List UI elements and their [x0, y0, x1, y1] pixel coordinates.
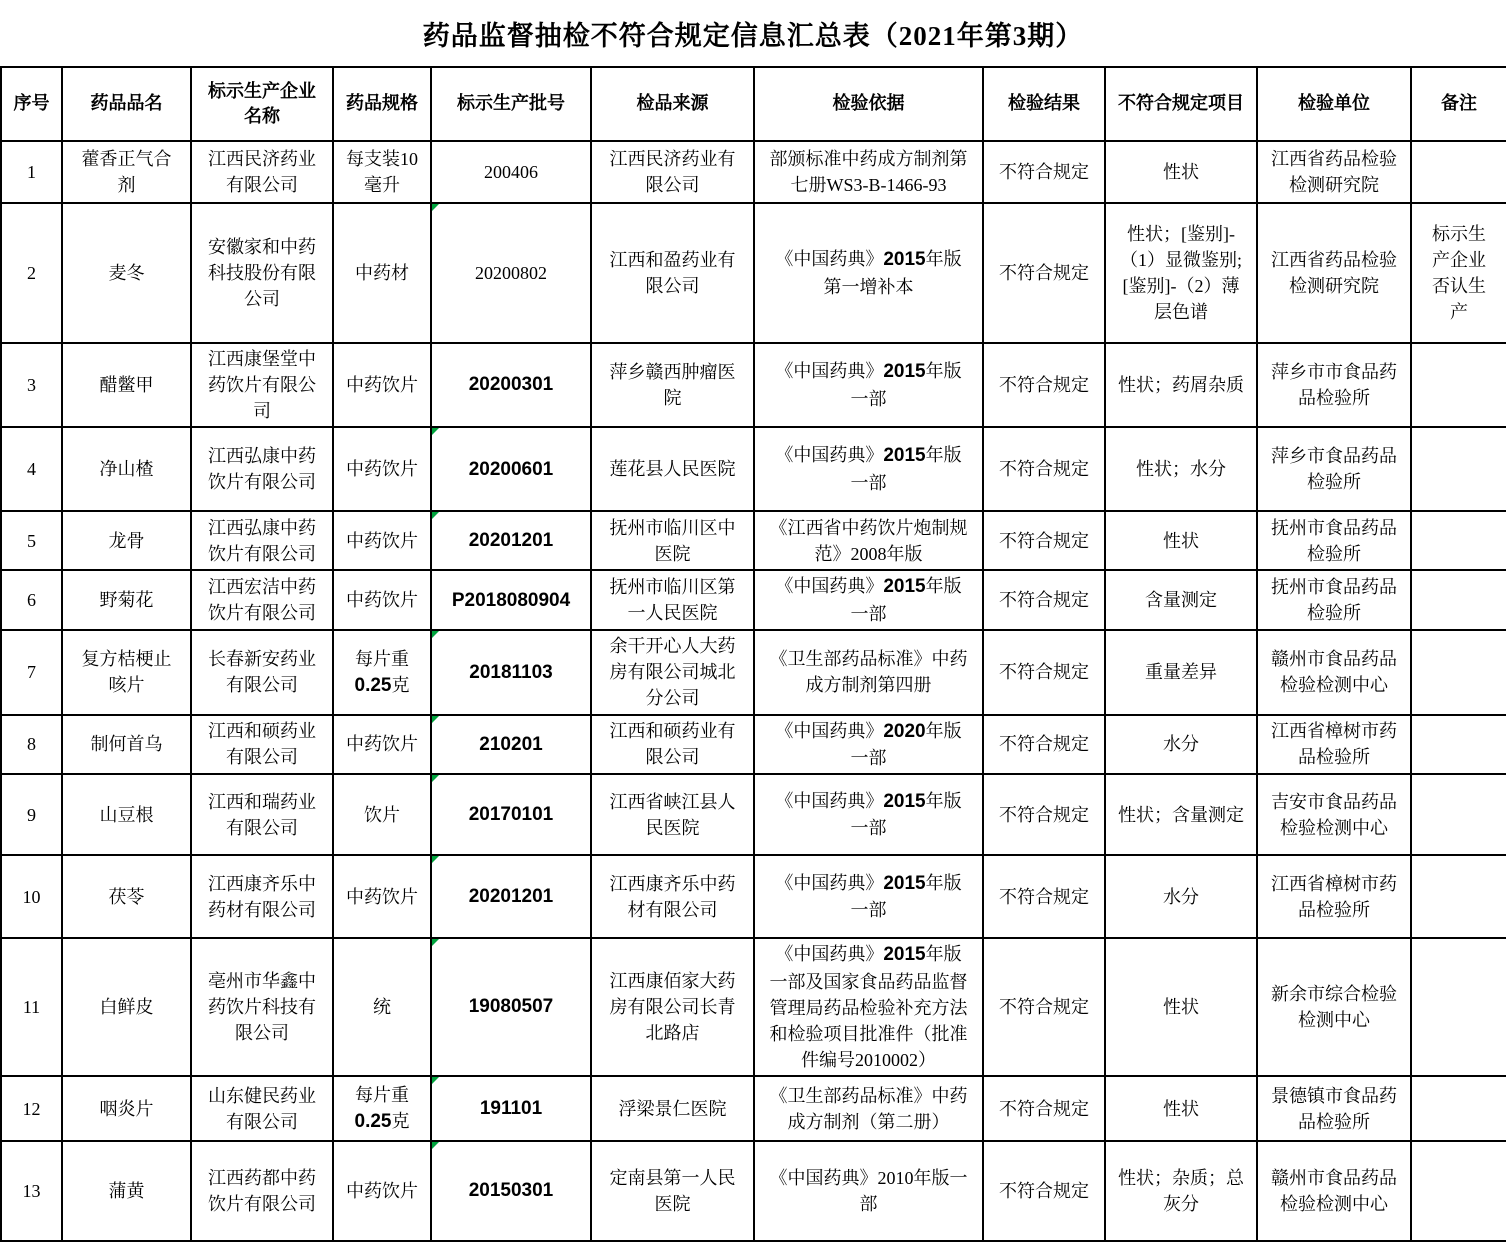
cell-spec: 中药饮片 — [333, 855, 431, 938]
cell-note — [1411, 511, 1506, 570]
cell-source: 江西和盈药业有限公司 — [591, 203, 754, 343]
numeric-text: 2015 — [883, 249, 926, 271]
numeric-text: 20170101 — [468, 803, 554, 825]
cell-result: 不符合规定 — [983, 774, 1105, 855]
cell-name: 净山楂 — [62, 427, 191, 511]
cell-source: 江西康佰家大药房有限公司长青北路店 — [591, 938, 754, 1076]
excel-green-flag — [432, 856, 439, 863]
cell-source: 浮梁景仁医院 — [591, 1076, 754, 1141]
cell-spec: 每片重0.25克 — [333, 1076, 431, 1141]
cell-basis: 《中国药典》2015年版一部 — [754, 855, 983, 938]
cell-basis: 《卫生部药品标准》中药成方制剂（第二册） — [754, 1076, 983, 1141]
cell-spec: 中药饮片 — [333, 715, 431, 775]
cell-name: 蒲黄 — [62, 1141, 191, 1241]
cell-no: 10 — [1, 855, 62, 938]
cell-no: 11 — [1, 938, 62, 1076]
excel-green-flag — [432, 716, 439, 723]
numeric-text: 2015 — [883, 576, 926, 598]
column-header-basis: 检验依据 — [754, 67, 983, 141]
numeric-text: P2018080904 — [451, 589, 571, 611]
cell-company: 安徽家和中药科技股份有限公司 — [191, 203, 333, 343]
cell-no: 6 — [1, 570, 62, 630]
cell-items: 性状 — [1105, 141, 1257, 203]
excel-green-flag — [432, 1142, 439, 1149]
numeric-text: 2015 — [883, 872, 926, 894]
cell-name: 制何首乌 — [62, 715, 191, 775]
cell-spec: 中药饮片 — [333, 570, 431, 630]
table-row — [1, 1141, 1506, 1241]
cell-basis: 《中国药典》2020年版一部 — [754, 715, 983, 775]
excel-green-flag — [432, 775, 439, 782]
excel-green-flag — [432, 939, 439, 946]
cell-batch — [431, 630, 591, 714]
table-row — [1, 141, 1506, 203]
cell-result: 不符合规定 — [983, 343, 1105, 427]
cell-unit: 新余市综合检验检测中心 — [1257, 938, 1411, 1076]
cell-unit: 江西省樟树市药品检验所 — [1257, 715, 1411, 775]
page-title: 药品监督抽检不符合规定信息汇总表（2021年第3期） — [422, 20, 1084, 51]
cell-spec: 中药饮片 — [333, 1141, 431, 1241]
cell-unit: 抚州市食品药品检验所 — [1257, 570, 1411, 630]
cell-spec: 每片重0.25克 — [333, 630, 431, 714]
cell-company: 江西药都中药饮片有限公司 — [191, 1141, 333, 1241]
column-header-note: 备注 — [1411, 67, 1506, 141]
cell-note — [1411, 630, 1506, 714]
numeric-text: 20181103 — [469, 661, 553, 683]
table-row — [1, 715, 1506, 775]
column-header-no: 序号 — [1, 67, 62, 141]
cell-batch — [431, 938, 591, 1076]
cell-batch — [431, 343, 591, 427]
cell-items: 性状；药屑杂质 — [1105, 343, 1257, 427]
excel-green-flag — [432, 631, 439, 638]
column-header-batch: 标示生产批号 — [431, 67, 591, 141]
cell-basis: 《中国药典》2010年版一部 — [754, 1141, 983, 1241]
cell-spec: 统 — [333, 938, 431, 1076]
cell-items: 水分 — [1105, 855, 1257, 938]
cell-unit: 萍乡市食品药品检验所 — [1257, 427, 1411, 511]
cell-basis: 《中国药典》2015年版一部 — [754, 570, 983, 630]
cell-no: 9 — [1, 774, 62, 855]
column-header-items: 不符合规定项目 — [1105, 67, 1257, 141]
cell-company: 江西民济药业有限公司 — [191, 141, 333, 203]
cell-batch — [431, 855, 591, 938]
numeric-text: 20150301 — [468, 1180, 554, 1202]
table-row — [1, 427, 1506, 511]
numeric-text: 191101 — [479, 1097, 543, 1119]
cell-no: 5 — [1, 511, 62, 570]
table-row — [1, 511, 1506, 570]
cell-company: 亳州市华鑫中药饮片科技有限公司 — [191, 938, 333, 1076]
cell-no: 2 — [1, 203, 62, 343]
cell-result: 不符合规定 — [983, 715, 1105, 775]
cell-note — [1411, 1076, 1506, 1141]
cell-items: 重量差异 — [1105, 630, 1257, 714]
cell-batch — [431, 570, 591, 630]
cell-basis: 《中国药典》2015年版第一增补本 — [754, 203, 983, 343]
cell-items: 性状 — [1105, 938, 1257, 1076]
column-header-source: 检品来源 — [591, 67, 754, 141]
numeric-text: 20200601 — [468, 458, 554, 480]
column-header-name: 药品品名 — [62, 67, 191, 141]
cell-batch — [431, 1076, 591, 1141]
table-row — [1, 630, 1506, 714]
cell-name: 麦冬 — [62, 203, 191, 343]
cell-result: 不符合规定 — [983, 1141, 1105, 1241]
table-row — [1, 855, 1506, 938]
cell-result: 不符合规定 — [983, 938, 1105, 1076]
cell-batch — [431, 427, 591, 511]
cell-company: 江西康齐乐中药材有限公司 — [191, 855, 333, 938]
cell-items: 水分 — [1105, 715, 1257, 775]
cell-basis: 《中国药典》2015年版一部 — [754, 343, 983, 427]
cell-name: 白鲜皮 — [62, 938, 191, 1076]
summary-table — [0, 66, 1506, 1242]
cell-unit: 江西省药品检验检测研究院 — [1257, 141, 1411, 203]
cell-unit: 吉安市食品药品检验检测中心 — [1257, 774, 1411, 855]
cell-no: 1 — [1, 141, 62, 203]
cell-unit: 赣州市食品药品检验检测中心 — [1257, 630, 1411, 714]
cell-items: 性状 — [1105, 511, 1257, 570]
table-row — [1, 343, 1506, 427]
cell-note — [1411, 427, 1506, 511]
cell-items: 性状；[鉴别]-（1）显微鉴别;[鉴别]-（2）薄层色谱 — [1105, 203, 1257, 343]
cell-source: 抚州市临川区第一人民医院 — [591, 570, 754, 630]
cell-basis: 《中国药典》2015年版一部及国家食品药品监督管理局药品检验补充方法和检验项目批准件（批准件编号2010002） — [754, 938, 983, 1076]
cell-no: 7 — [1, 630, 62, 714]
numeric-text: 20201201 — [468, 530, 554, 551]
cell-name: 龙骨 — [62, 511, 191, 570]
cell-note — [1411, 774, 1506, 855]
cell-company: 山东健民药业有限公司 — [191, 1076, 333, 1141]
cell-spec: 每支装10毫升 — [333, 141, 431, 203]
cell-spec: 中药饮片 — [333, 343, 431, 427]
cell-basis: 《江西省中药饮片炮制规范》2008年版 — [754, 511, 983, 570]
numeric-text: 2015 — [883, 790, 926, 812]
numeric-text: 20201201 — [468, 885, 554, 907]
cell-unit: 抚州市食品药品检验所 — [1257, 511, 1411, 570]
cell-unit: 景德镇市食品药品检验所 — [1257, 1076, 1411, 1141]
cell-name: 醋鳖甲 — [62, 343, 191, 427]
cell-result: 不符合规定 — [983, 427, 1105, 511]
cell-note — [1411, 855, 1506, 938]
cell-note — [1411, 938, 1506, 1076]
cell-batch: 20200802 — [431, 203, 591, 343]
numeric-text: 210201 — [479, 733, 543, 755]
cell-note: 标示生产企业否认生产 — [1411, 203, 1506, 343]
cell-unit: 江西省药品检验检测研究院 — [1257, 203, 1411, 343]
numeric-text: 19080507 — [468, 996, 554, 1018]
cell-result: 不符合规定 — [983, 141, 1105, 203]
cell-name: 咽炎片 — [62, 1076, 191, 1141]
cell-source: 江西和硕药业有限公司 — [591, 715, 754, 775]
cell-batch: 200406 — [431, 141, 591, 203]
excel-green-flag — [432, 1077, 439, 1084]
excel-green-flag — [432, 428, 439, 435]
table-row — [1, 203, 1506, 343]
cell-result: 不符合规定 — [983, 511, 1105, 570]
column-header-spec: 药品规格 — [333, 67, 431, 141]
cell-source: 江西省峡江县人民医院 — [591, 774, 754, 855]
cell-company: 江西康堡堂中药饮片有限公司 — [191, 343, 333, 427]
cell-batch — [431, 774, 591, 855]
cell-note — [1411, 1141, 1506, 1241]
cell-result: 不符合规定 — [983, 630, 1105, 714]
cell-no: 13 — [1, 1141, 62, 1241]
cell-basis: 《中国药典》2015年版一部 — [754, 427, 983, 511]
cell-batch — [431, 1141, 591, 1241]
table-row — [1, 938, 1506, 1076]
table-body — [1, 141, 1506, 1241]
excel-green-flag — [432, 204, 439, 211]
cell-no: 3 — [1, 343, 62, 427]
numeric-text: 2015 — [883, 445, 926, 467]
numeric-text: 2015 — [883, 361, 926, 383]
table-row — [1, 774, 1506, 855]
column-header-result: 检验结果 — [983, 67, 1105, 141]
cell-items: 含量测定 — [1105, 570, 1257, 630]
numeric-text: 0.25 — [354, 674, 392, 696]
cell-spec: 饮片 — [333, 774, 431, 855]
cell-company: 江西弘康中药饮片有限公司 — [191, 427, 333, 511]
cell-items: 性状 — [1105, 1076, 1257, 1141]
cell-no: 12 — [1, 1076, 62, 1141]
cell-items: 性状；杂质；总灰分 — [1105, 1141, 1257, 1241]
cell-name: 野菊花 — [62, 570, 191, 630]
cell-company: 江西宏洁中药饮片有限公司 — [191, 570, 333, 630]
excel-green-flag — [432, 512, 439, 519]
cell-result: 不符合规定 — [983, 855, 1105, 938]
cell-basis: 《卫生部药品标准》中药成方制剂第四册 — [754, 630, 983, 714]
table-row — [1, 570, 1506, 630]
cell-result: 不符合规定 — [983, 203, 1105, 343]
cell-items: 性状；含量测定 — [1105, 774, 1257, 855]
cell-source: 萍乡赣西肿瘤医院 — [591, 343, 754, 427]
table-row — [1, 1076, 1506, 1141]
cell-source: 抚州市临川区中医院 — [591, 511, 754, 570]
cell-source: 莲花县人民医院 — [591, 427, 754, 511]
cell-name: 茯苓 — [62, 855, 191, 938]
numeric-text: 20200301 — [468, 374, 554, 396]
cell-items: 性状；水分 — [1105, 427, 1257, 511]
cell-name: 山豆根 — [62, 774, 191, 855]
cell-batch — [431, 511, 591, 570]
cell-unit: 江西省樟树市药品检验所 — [1257, 855, 1411, 938]
numeric-text: 2015 — [883, 944, 926, 966]
cell-no: 8 — [1, 715, 62, 775]
cell-note — [1411, 570, 1506, 630]
cell-company: 江西弘康中药饮片有限公司 — [191, 511, 333, 570]
cell-note — [1411, 141, 1506, 203]
cell-company: 江西和硕药业有限公司 — [191, 715, 333, 775]
cell-company: 长春新安药业有限公司 — [191, 630, 333, 714]
cell-basis: 《中国药典》2015年版一部 — [754, 774, 983, 855]
cell-note — [1411, 715, 1506, 775]
cell-name: 复方桔梗止咳片 — [62, 630, 191, 714]
cell-result: 不符合规定 — [983, 1076, 1105, 1141]
cell-source: 余干开心人大药房有限公司城北分公司 — [591, 630, 754, 714]
cell-unit: 赣州市食品药品检验检测中心 — [1257, 1141, 1411, 1241]
cell-name: 藿香正气合剂 — [62, 141, 191, 203]
column-header-company: 标示生产企业名称 — [191, 67, 333, 141]
cell-spec: 中药材 — [333, 203, 431, 343]
cell-company: 江西和瑞药业有限公司 — [191, 774, 333, 855]
cell-spec: 中药饮片 — [333, 427, 431, 511]
cell-batch — [431, 715, 591, 775]
cell-basis: 部颁标准中药成方制剂第七册WS3-B-1466-93 — [754, 141, 983, 203]
numeric-text: 0.25 — [354, 1110, 392, 1132]
cell-unit: 萍乡市市食品药品检验所 — [1257, 343, 1411, 427]
numeric-text: 2020 — [883, 720, 926, 742]
header-row — [1, 67, 1506, 141]
cell-source: 定南县第一人民医院 — [591, 1141, 754, 1241]
cell-no: 4 — [1, 427, 62, 511]
cell-result: 不符合规定 — [983, 570, 1105, 630]
cell-source: 江西康齐乐中药材有限公司 — [591, 855, 754, 938]
cell-source: 江西民济药业有限公司 — [591, 141, 754, 203]
column-header-unit: 检验单位 — [1257, 67, 1411, 141]
cell-note — [1411, 343, 1506, 427]
cell-spec: 中药饮片 — [333, 511, 431, 570]
